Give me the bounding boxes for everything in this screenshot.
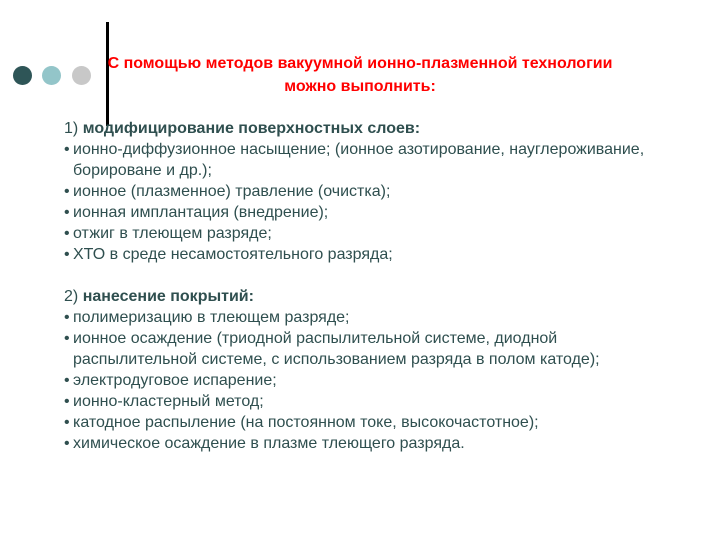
- list-item-text: ионное (плазменное) травление (очистка);: [73, 183, 391, 200]
- bullet-icon: •: [64, 183, 70, 200]
- list-item: [64, 223, 674, 244]
- bullet-icon: •: [64, 141, 70, 158]
- list-item: [64, 328, 674, 370]
- section-1-heading: [64, 118, 674, 139]
- list-item-text: ионно-кластерный метод;: [73, 393, 264, 410]
- bullet-icon: •: [64, 414, 70, 431]
- bullet-icon: •: [64, 393, 70, 410]
- list-item-text: ХТО в среде несамостоятельного разряда;: [73, 246, 393, 263]
- list-item: [64, 370, 674, 391]
- list-item: [64, 307, 674, 328]
- list-item: [64, 391, 674, 412]
- list-item-text: электродуговое испарение;: [73, 372, 277, 389]
- list-item: [64, 412, 674, 433]
- list-item: [64, 433, 674, 454]
- list-item: [64, 181, 674, 202]
- list-item-text: химическое осаждение в плазме тлеющего разряда.: [73, 435, 465, 452]
- section-2-number: 2): [64, 288, 79, 305]
- list-item-text: ионная имплантация (внедрение);: [73, 204, 329, 221]
- list-item: [64, 244, 674, 265]
- list-item-text: ионное осаждение (триодной распылительной системе, диодной распылительной системе, с использованием разряда в полом катоде);: [73, 330, 600, 368]
- section-1-list: [64, 139, 674, 265]
- bullet-icon: •: [64, 204, 70, 221]
- list-item-text: катодное распыление (на постоянном токе, высокочастотное);: [73, 414, 539, 431]
- bullet-icon: •: [64, 330, 70, 347]
- section-spacer: [64, 265, 674, 286]
- list-item: [64, 139, 674, 181]
- bullet-icon: •: [64, 372, 70, 389]
- bullet-icon: •: [64, 309, 70, 326]
- section-2-heading: [64, 286, 674, 307]
- section-1-title: модифицирование поверхностных слоев:: [82, 120, 421, 137]
- list-item-text: полимеризацию в тлеющем разряде;: [73, 309, 350, 326]
- section-2-title: нанесение покрытий:: [82, 288, 254, 305]
- list-item: [64, 202, 674, 223]
- slide-title: [56, 52, 664, 98]
- bullet-icon: •: [64, 225, 70, 242]
- list-item-text: ионно-диффузионное насыщение; (ионное азотирование, науглероживание, борироване и др.);: [73, 141, 645, 179]
- slide-title-line-2: можно выполнить:: [284, 78, 436, 95]
- list-item-text: отжиг в тлеющем разряде;: [73, 225, 272, 242]
- bullet-icon: •: [64, 435, 70, 452]
- decorative-dot-dark: [13, 66, 32, 85]
- slide-body: [64, 118, 674, 454]
- slide-title-line-1: С помощью методов вакуумной ионно-плазменной технологии: [107, 55, 613, 72]
- section-1-number: 1): [64, 120, 79, 137]
- section-2-list: [64, 307, 674, 454]
- bullet-icon: •: [64, 246, 70, 263]
